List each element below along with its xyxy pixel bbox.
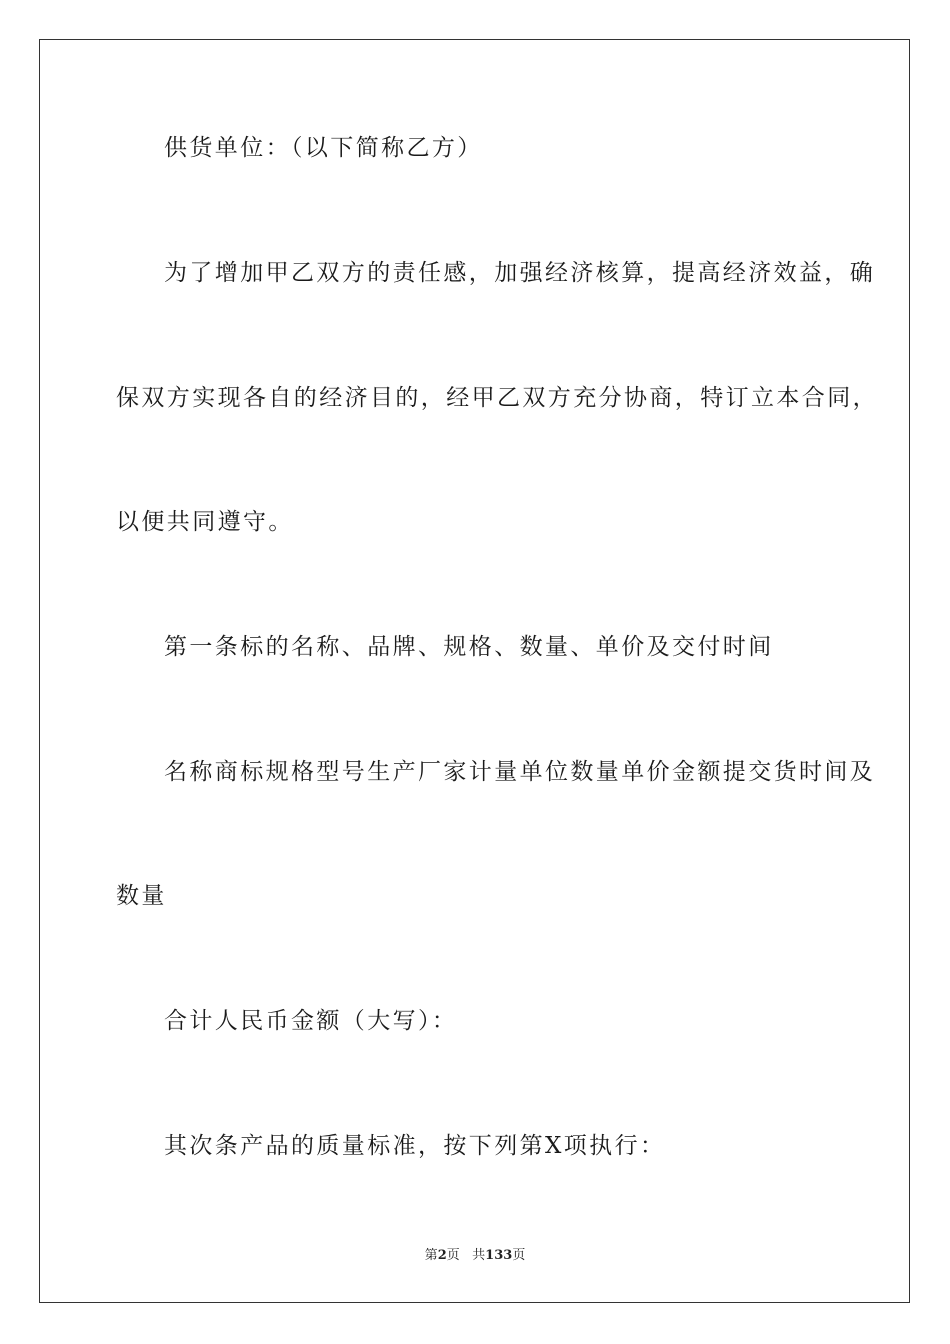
table-header-line-1: 名称商标规格型号生产厂家计量单位数量单价金额提交货时间及: [164, 759, 876, 785]
table-header-line-2: 数量: [116, 883, 167, 909]
supplier-line: 供货单位：（以下简称乙方）: [164, 135, 483, 161]
page-border: [39, 39, 910, 1303]
purpose-paragraph-line-3: 以便共同遵守。: [116, 509, 294, 535]
purpose-paragraph-line-2: 保双方实现各自的经济目的，经甲乙双方充分协商，特订立本合同，: [116, 385, 878, 411]
page-prefix: 第: [424, 1248, 438, 1263]
purpose-paragraph-line-1: 为了增加甲乙双方的责任感，加强经济核算，提高经济效益，确: [164, 260, 876, 286]
page-suffix: 页: [446, 1248, 460, 1263]
total-prefix: 共: [472, 1248, 486, 1263]
article-one-heading: 第一条标的名称、品牌、规格、数量、单价及交付时间: [164, 634, 774, 660]
article-two-heading: 其次条产品的质量标准，按下列第X项执行：: [164, 1133, 666, 1159]
total-suffix: 页: [512, 1248, 526, 1263]
page-footer: [0, 1247, 950, 1265]
total-amount-line: 合计人民币金额（大写）：: [164, 1008, 458, 1034]
total-pages: 133: [485, 1248, 513, 1263]
page-number: 2: [437, 1248, 447, 1263]
